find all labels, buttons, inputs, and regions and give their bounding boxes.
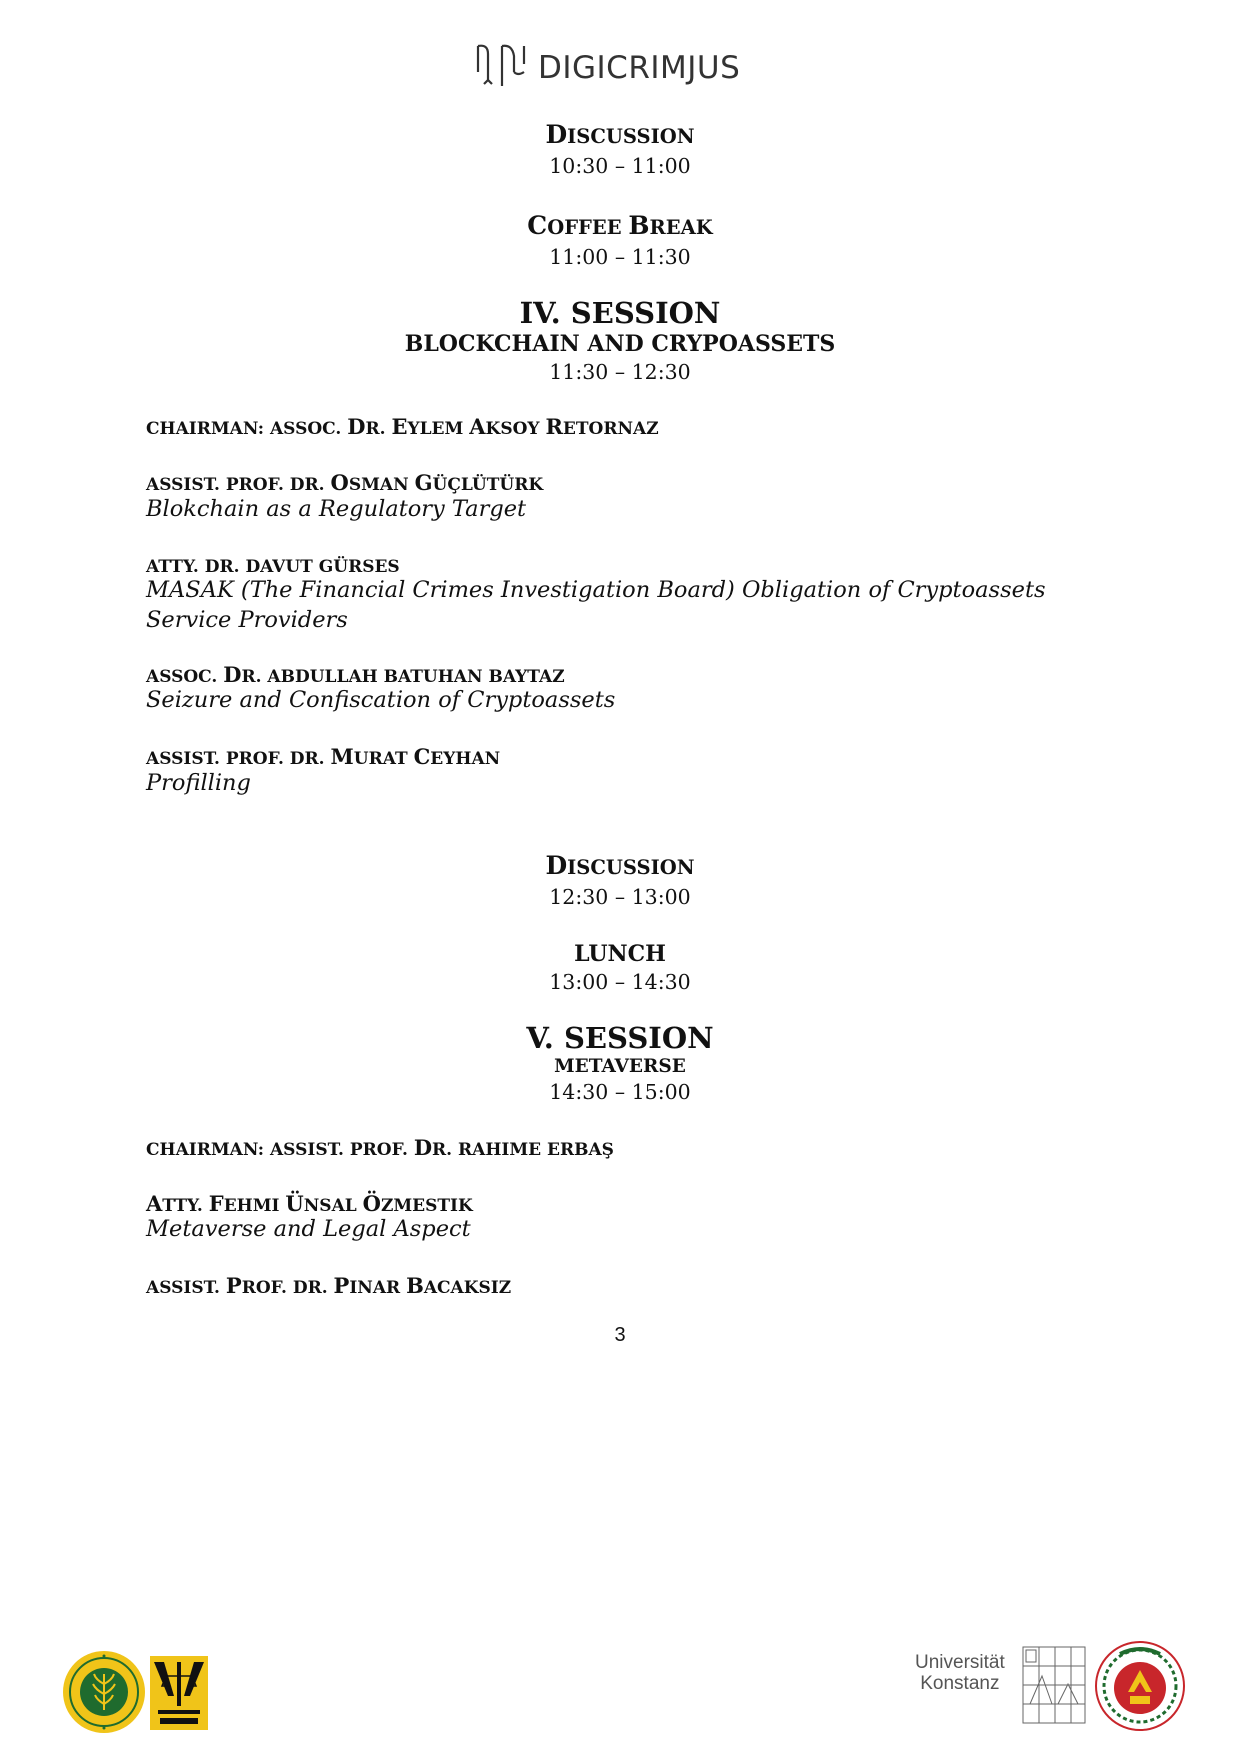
discussion-heading: DISCUSSION	[545, 851, 695, 880]
talk-title: Service Providers	[146, 607, 348, 633]
discussion-time: 10:30 – 11:00	[549, 154, 691, 178]
session-5-chairman: CHAIRMAN: ASSIST. PROF. DR. RAHIME ERBAŞ	[146, 1135, 614, 1160]
talk-title: Seizure and Confiscation of Cryptoassets	[146, 687, 616, 713]
session-4-chairman: CHAIRMAN: ASSOC. DR. EYLEM AKSOY RETORNAZ	[146, 414, 659, 439]
talk-title: MASAK (The Financial Crimes Investigation Board) Obligation of Cryptoassets	[146, 577, 1046, 603]
session-4-title: IV. SESSION	[519, 296, 721, 330]
speaker-name: ATTY. FEHMI ÜNSAL ÖZMESTIK	[146, 1191, 473, 1216]
talk-title: Profilling	[146, 770, 251, 796]
speaker-name: ASSOC. DR. ABDULLAH BATUHAN BAYTAZ	[146, 662, 565, 687]
coffee-break-heading: COFFEE BREAK	[527, 211, 713, 240]
session-5-title: V. SESSION	[526, 1021, 714, 1055]
page-number: 3	[614, 1324, 626, 1346]
talk-title: Blokchain as a Regulatory Target	[146, 496, 527, 522]
istanbul-university-logo	[62, 1650, 146, 1734]
session-5-time: 14:30 – 15:00	[549, 1080, 691, 1104]
law-faculty-scales-icon	[150, 1656, 208, 1730]
session-5-subtitle: METAVERSE	[554, 1056, 686, 1077]
discussion-heading: DISCUSSION	[545, 120, 695, 149]
discussion-time: 12:30 – 13:00	[549, 885, 691, 909]
speaker-name: ASSIST. PROF. DR. OSMAN GÜÇLÜTÜRK	[146, 470, 544, 495]
university-red-seal-logo	[1094, 1640, 1186, 1732]
red-seal-icon	[1094, 1640, 1186, 1732]
lunch-heading: LUNCH	[574, 941, 666, 967]
istanbul-university-seal-icon	[62, 1650, 146, 1734]
logo-text: DIGICRIMJUS	[538, 50, 741, 86]
law-faculty-logo	[150, 1656, 208, 1730]
digicrimjus-logo	[474, 40, 794, 92]
universitat-konstanz-logo-text: Universität Konstanz	[915, 1652, 1005, 1694]
coffee-break-time: 11:00 – 11:30	[549, 245, 691, 269]
lunch-time: 13:00 – 14:30	[549, 970, 691, 994]
talk-title: Metaverse and Legal Aspect	[146, 1216, 471, 1242]
session-4-time: 11:30 – 12:30	[549, 360, 691, 384]
speaker-name: ASSIST. PROF. DR. MURAT CEYHAN	[146, 744, 501, 769]
speaker-name: ASSIST. PROF. DR. PINAR BACAKSIZ	[146, 1273, 512, 1298]
session-4-subtitle: BLOCKCHAIN AND CRYPOASSETS	[404, 331, 836, 357]
speaker-name: ATTY. DR. DAVUT GÜRSES	[146, 557, 400, 577]
konstanz-grid-icon	[1022, 1646, 1086, 1724]
universitat-konstanz-emblem	[1022, 1646, 1086, 1724]
digicrimjus-emblem-icon	[474, 42, 532, 88]
